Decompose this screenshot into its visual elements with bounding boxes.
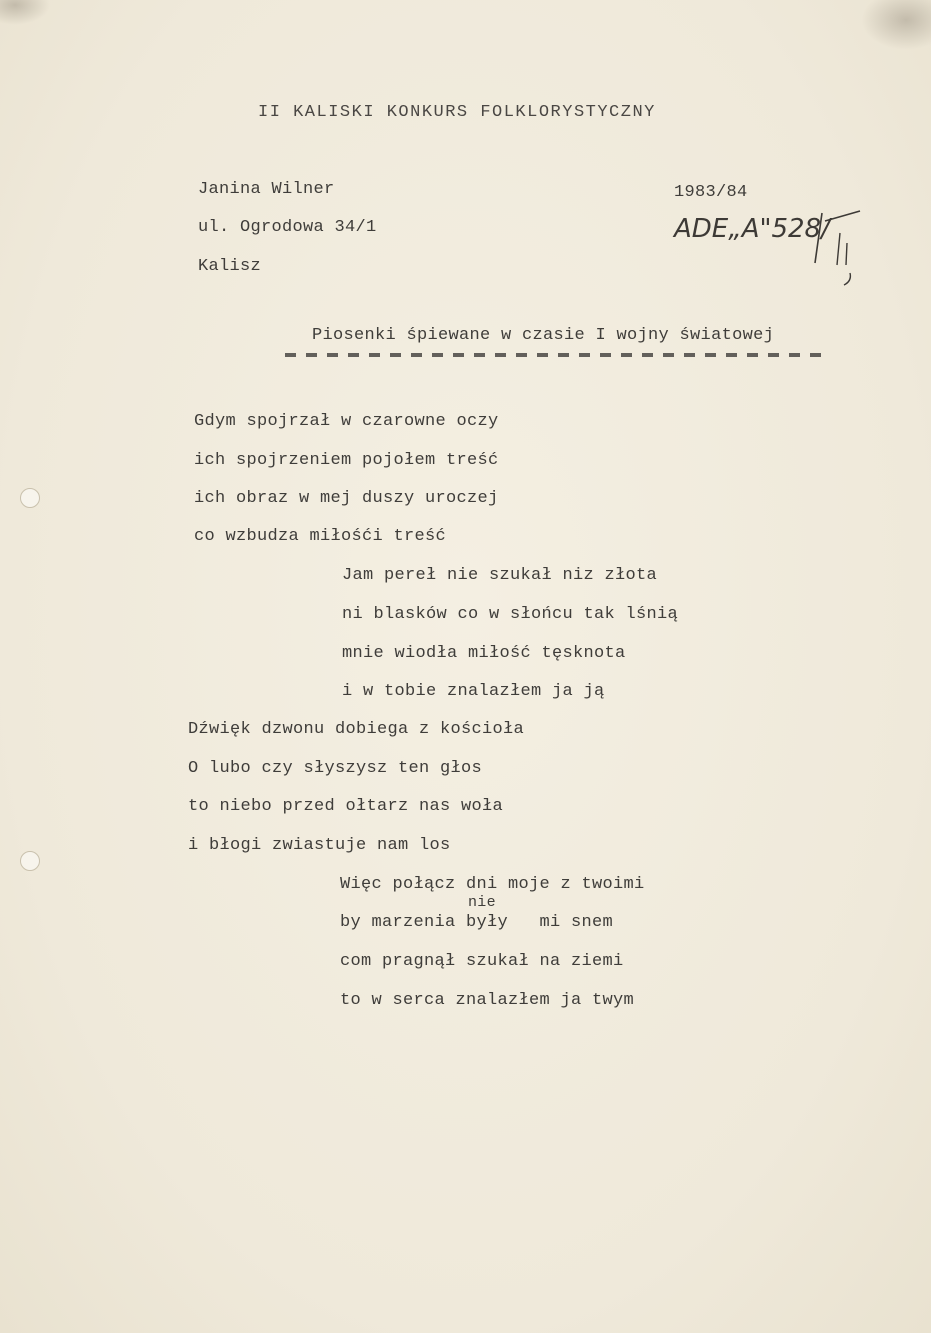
verse-line: to w serca znalazłem ja twym [340, 991, 635, 1010]
verse-line: com pragnął szukał na ziemi [340, 952, 624, 971]
verse-line: by marzenia były mi snem [340, 913, 614, 932]
punch-hole [20, 851, 40, 871]
author-name: Janina Wilner [198, 180, 335, 199]
verse-line: ni blasków co w słońcu tak lśnią [342, 605, 679, 624]
verse-line: Dźwięk dzwonu dobiega z kościoła [188, 720, 525, 739]
author-street: ul. Ogrodowa 34/1 [198, 218, 377, 237]
verse-line: to niebo przed ołtarz nas woła [188, 797, 504, 816]
archive-signature [672, 203, 872, 293]
verse-line: Jam pereł nie szukał niz złota [342, 566, 658, 585]
contest-title: II KALISKI KONKURS FOLKLORYSTYCZNY [258, 103, 656, 122]
verse-line: Więc połącz dni moje z twoimi [340, 875, 645, 894]
year: 1983/84 [674, 183, 748, 202]
verse-line: i błogi zwiastuje nam los [188, 836, 451, 855]
verse-line: ich obraz w mej duszy uroczej [194, 489, 499, 508]
verse-line: mnie wiodła miłość tęsknota [342, 644, 626, 663]
verse-line: O lubo czy słyszysz ten głos [188, 759, 483, 778]
inserted-word: nie [468, 894, 496, 911]
verse-line: co wzbudza miłośći treść [194, 527, 447, 546]
verse-line: Gdym spojrzał w czarowne oczy [194, 412, 499, 431]
archive-signature-text: ADE„A"528/ [674, 214, 830, 244]
corner-shadow [0, 0, 50, 25]
corner-shadow [861, 0, 931, 50]
verse-line: ich spojrzeniem pojołem treść [194, 451, 499, 470]
verse-line: i w tobie znalazłem ja ją [342, 682, 605, 701]
author-city: Kalisz [198, 257, 262, 276]
title-underline [285, 353, 830, 357]
section-title: Piosenki śpiewane w czasie I wojny światowej [312, 326, 775, 345]
punch-hole [20, 488, 40, 508]
